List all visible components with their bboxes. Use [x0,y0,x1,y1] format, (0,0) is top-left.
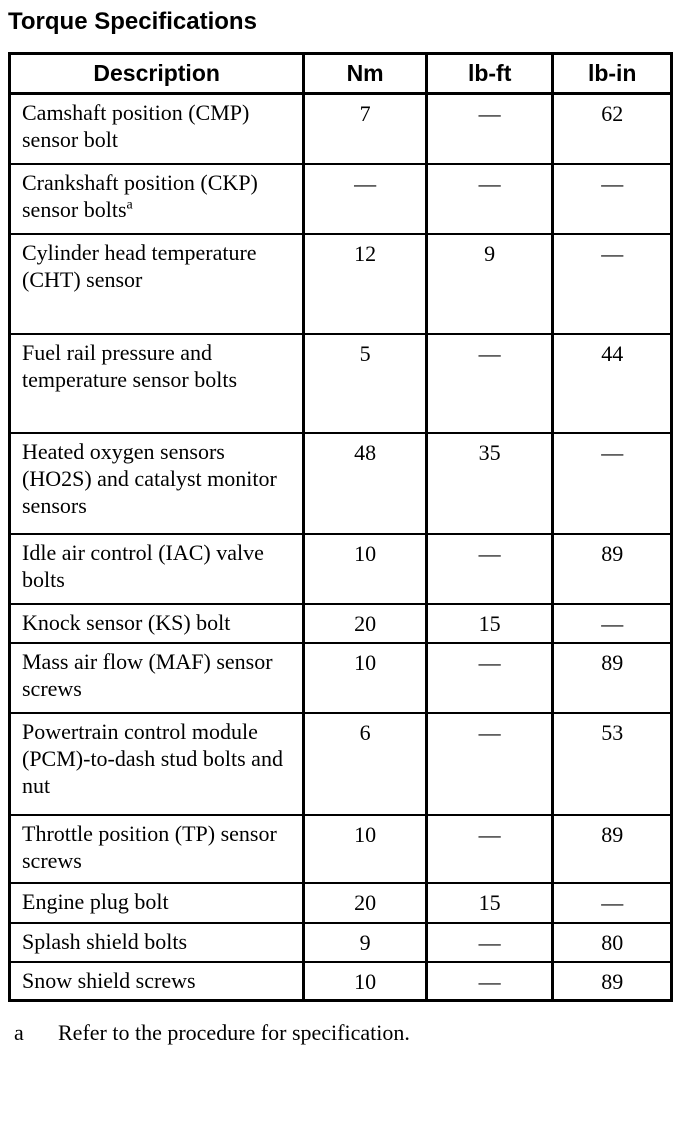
cell-lb-ft: — [426,815,553,883]
table-row [10,234,672,334]
header-description: Description [10,54,304,94]
table-row [10,643,672,713]
cell-lb-ft: 35 [426,433,553,534]
cell-nm: 9 [304,923,427,962]
cell-lb-ft: — [426,334,553,433]
cell-description: Idle air control (IAC) valve bolts [10,534,304,604]
cell-lb-ft: — [426,164,553,234]
cell-description: Throttle position (TP) sensor screws [10,815,304,883]
cell-lb-ft: — [426,713,553,815]
cell-lb-in: 53 [553,713,672,815]
table-row [10,713,672,815]
cell-lb-in: 89 [553,643,672,713]
cell-description: Knock sensor (KS) bolt [10,604,304,643]
cell-nm: 5 [304,334,427,433]
cell-lb-ft: — [426,643,553,713]
table-row [10,962,672,1001]
table-row [10,923,672,962]
cell-description: Mass air flow (MAF) sensor screws [10,643,304,713]
cell-lb-ft: — [426,962,553,1001]
table-header [10,54,672,94]
cell-nm: 48 [304,433,427,534]
table-row [10,433,672,534]
cell-description: Fuel rail pressure and temperature sensor bolts [10,334,304,433]
table-row [10,534,672,604]
header-lb-ft: lb-ft [426,54,553,94]
cell-lb-in: 80 [553,923,672,962]
cell-nm: 12 [304,234,427,334]
cell-lb-in: 89 [553,815,672,883]
table-row [10,815,672,883]
cell-lb-in: 89 [553,534,672,604]
footnote-marker: a [14,1020,24,1045]
cell-nm: 10 [304,962,427,1001]
cell-description: Camshaft position (CMP) sensor bolt [10,94,304,164]
cell-lb-ft: — [426,534,553,604]
cell-nm: 10 [304,643,427,713]
cell-description [10,164,304,234]
cell-lb-ft: — [426,923,553,962]
cell-description: Splash shield bolts [10,923,304,962]
page-title: Torque Specifications [8,8,257,35]
cell-nm: — [304,164,427,234]
cell-lb-in: — [553,433,672,534]
cell-lb-in: 44 [553,334,672,433]
table-footnote [14,1020,680,1046]
cell-lb-in: — [553,604,672,643]
cell-lb-in: 89 [553,962,672,1001]
header-nm: Nm [304,54,427,94]
cell-lb-in: 62 [553,94,672,164]
cell-lb-ft: 15 [426,604,553,643]
table-row [10,883,672,923]
cell-lb-ft: 9 [426,234,553,334]
cell-description: Powertrain control module (PCM)-to-dash stud bolts and nut [10,713,304,815]
cell-description-text: Crankshaft position (CKP) sensor bolts [22,169,258,222]
cell-description: Cylinder head temperature (CHT) sensor [10,234,304,334]
cell-lb-in: — [553,164,672,234]
footnote-marker-superscript: a [126,197,133,213]
table-body [10,94,672,1001]
table-row [10,164,672,234]
footnote-text: Refer to the procedure for specification. [58,1020,410,1045]
cell-lb-ft: 15 [426,883,553,923]
header-lb-in: lb-in [553,54,672,94]
header-row [10,54,672,94]
cell-nm: 10 [304,815,427,883]
table-row [10,334,672,433]
cell-nm: 7 [304,94,427,164]
cell-nm: 20 [304,883,427,923]
cell-lb-in: — [553,234,672,334]
cell-nm: 6 [304,713,427,815]
cell-description: Heated oxygen sensors (HO2S) and catalyst monitor sensors [10,433,304,534]
cell-lb-ft: — [426,94,553,164]
cell-lb-in: — [553,883,672,923]
table-row [10,94,672,164]
cell-description: Engine plug bolt [10,883,304,923]
torque-specifications-table [8,52,673,1002]
table-row [10,604,672,643]
cell-description: Snow shield screws [10,962,304,1001]
cell-nm: 20 [304,604,427,643]
cell-nm: 10 [304,534,427,604]
